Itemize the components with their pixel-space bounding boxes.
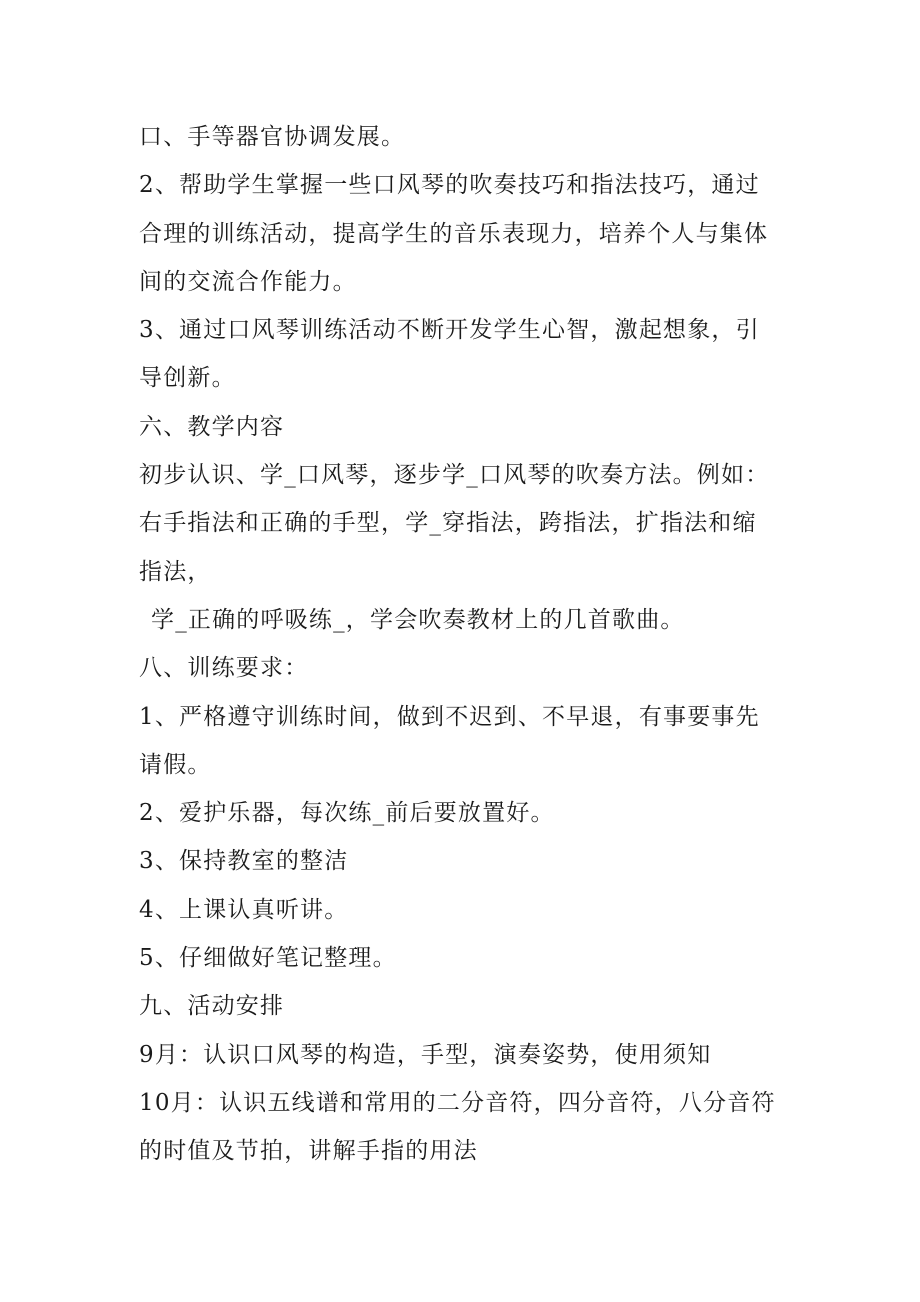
text-line: 间的交流合作能力。	[139, 268, 357, 295]
text-line: 导创新。	[139, 365, 236, 392]
section-heading-activity-schedule: 九、活动安排	[139, 993, 285, 1020]
text-line: 3、通过口风琴训练活动不断开发学生心智，激起想象，引	[139, 317, 760, 344]
section-heading-training-requirements: 八、训练要求：	[139, 655, 309, 682]
section-heading-teaching-content: 六、教学内容	[139, 413, 285, 440]
text-line: 9月：认识口风琴的构造，手型，演奏姿势，使用须知	[139, 1041, 712, 1068]
text-line: 1、严格遵守训练时间，做到不迟到、不早退，有事要事先	[139, 703, 760, 730]
text-line: 10月：认识五线谱和常用的二分音符，四分音符，八分音符	[139, 1089, 776, 1116]
text-line: 合理的训练活动，提高学生的音乐表现力，培养个人与集体	[139, 220, 769, 247]
text-line: 2、帮助学生掌握一些口风琴的吹奏技巧和指法技巧，通过	[139, 172, 760, 199]
text-line: 的时值及节拍，讲解手指的用法	[139, 1138, 478, 1165]
text-line: 指法，	[139, 558, 212, 585]
document-body	[139, 113, 799, 1176]
text-line: 右手指法和正确的手型，学_穿指法，跨指法，扩指法和缩	[139, 510, 757, 537]
text-line: 3、保持教室的整洁	[139, 848, 349, 875]
text-line: 4、上课认真听讲。	[139, 896, 349, 923]
text-line: 初步认识、学_口风琴，逐步学_口风琴的吹奏方法。例如：	[139, 462, 770, 489]
text-line: 请假。	[139, 751, 212, 778]
text-line: 学_正确的呼吸练_，学会吹奏教材上的几首歌曲。	[151, 606, 685, 633]
text-line: 2、爱护乐器，每次练_前后要放置好。	[139, 800, 555, 827]
text-line: 口、手等器官协调发展。	[139, 124, 406, 150]
text-line: 5、仔细做好笔记整理。	[139, 945, 397, 972]
